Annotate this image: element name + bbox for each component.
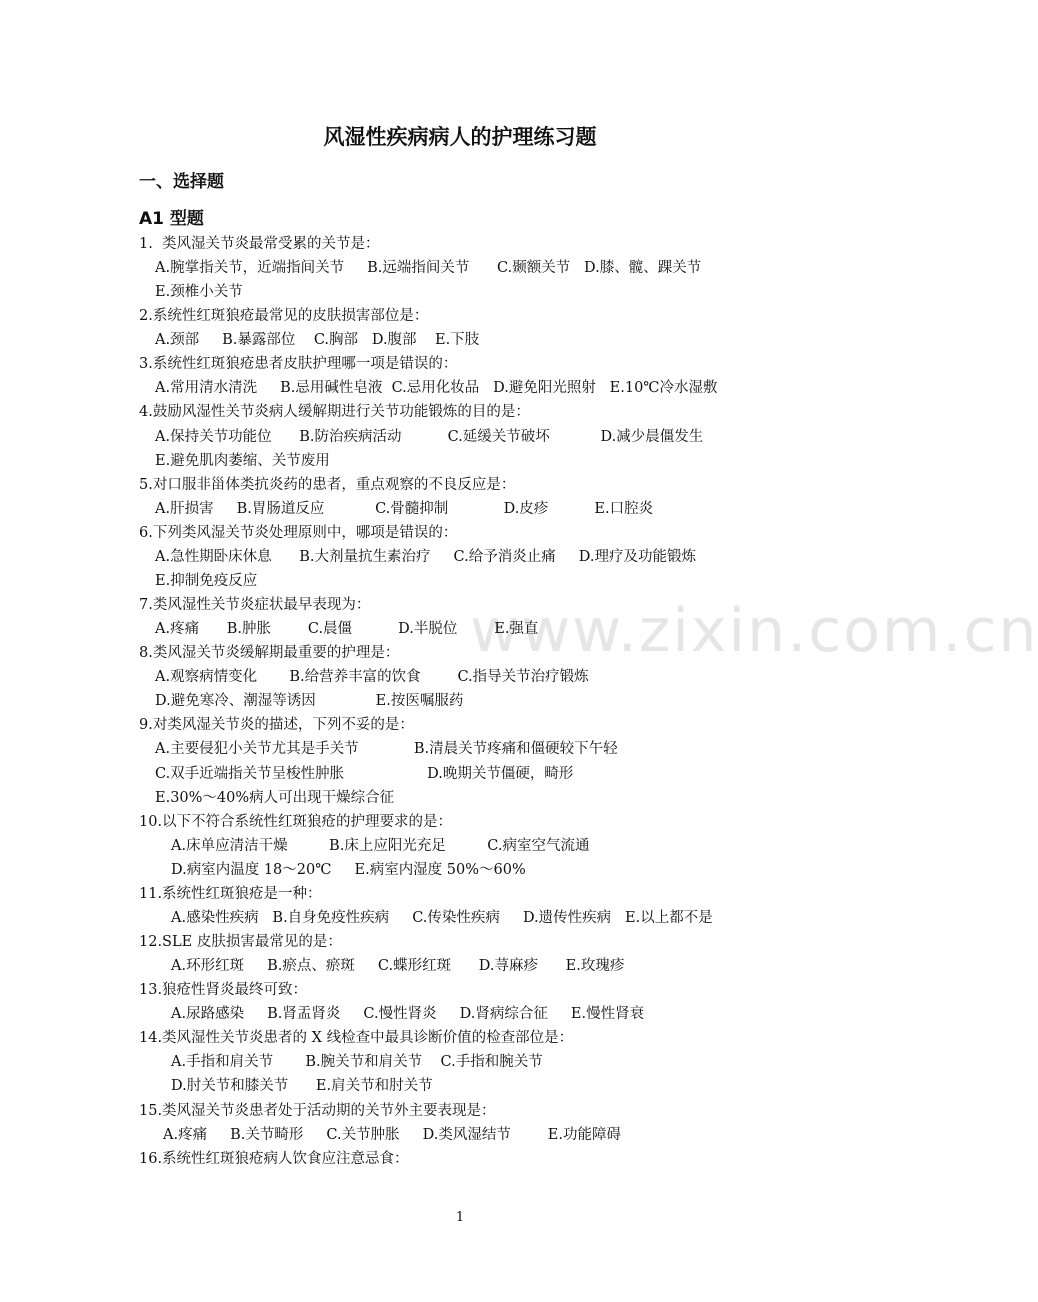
option-line: D.避免寒冷、潮湿等诱因 E.按医嘱服药 [155,693,464,709]
option-line: A.疼痛 B.关节畸形 C.关节肿胀 D.类风湿结节 E.功能障碍 [163,1127,621,1143]
option-line: A.观察病情变化 B.给营养丰富的饮食 C.指导关节治疗锻炼 [155,669,589,685]
option-line: A.床单应清洁干燥 B.床上应阳光充足 C.病室空气流通 [171,838,590,854]
question-line: 6.下列类风湿关节炎处理原则中，哪项是错误的： [139,525,458,541]
option-line: A.手指和肩关节 B.腕关节和肩关节 C.手指和腕关节 [171,1054,543,1070]
question-line: 5.对口服非甾体类抗炎药的患者，重点观察的不良反应是： [139,477,516,493]
option-line: E.抑制免疫反应 [155,573,258,589]
question-line: 15.类风湿关节炎患者处于活动期的关节外主要表现是： [139,1103,496,1119]
question-line: 3.系统性红斑狼疮患者皮肤护理哪一项是错误的： [139,356,458,372]
option-line: A.感染性疾病 B.自身免疫性疾病 C.传染性疾病 D.遗传性疾病 E.以上都不是 [171,910,713,926]
option-line: A.保持关节功能位 B.防治疾病活动 C.延缓关节破坏 D.减少晨僵发生 [155,429,704,445]
option-line: E.避免肌肉萎缩、关节废用 [155,453,330,469]
section-heading: 一、选择题 [139,172,224,192]
question-line: 13.狼疮性肾炎最终可致： [139,982,308,998]
option-line: A.常用清水清洗 B.忌用碱性皂液 C.忌用化妆品 D.避免阳光照射 E.10℃冷水湿敷 [155,380,718,396]
document-title: 风湿性疾病病人的护理练习题 [323,125,597,149]
option-line: E.30%～40%病人可出现干燥综合征 [155,790,395,806]
question-line: 10.以下不符合系统性红斑狼疮的护理要求的是： [139,814,453,830]
option-line: A.腕掌指关节，近端指间关节 B.远端指间关节 C.颞额关节 D.膝、髋、踝关节 [155,260,702,276]
question-line: 4.鼓励风湿性关节炎病人缓解期进行关节功能锻炼的目的是： [139,404,530,420]
option-line: E.颈椎小关节 [155,284,243,300]
option-line: A.尿路感染 B.肾盂肾炎 C.慢性肾炎 D.肾病综合征 E.慢性肾衰 [171,1006,645,1022]
question-line: 7.类风湿性关节炎症状最早表现为： [139,597,371,613]
page-number: 1 [455,1210,465,1225]
option-line: C.双手近端指关节呈梭性肿胀 D.晚期关节僵硬，畸形 [155,766,574,782]
watermark: www.zixin.com.cn [470,596,1038,666]
question-line: 2.系统性红斑狼疮最常见的皮肤损害部位是： [139,308,429,324]
question-line: 9.对类风湿关节炎的描述，下列不妥的是： [139,717,414,733]
subsection-heading: A1 型题 [139,209,204,229]
question-line: 16.系统性红斑狼疮病人饮食应注意忌食： [139,1151,409,1167]
option-line: A.颈部 B.暴露部位 C.胸部 D.腹部 E.下肢 [155,332,480,348]
option-line: A.肝损害 B.胃肠道反应 C.骨髓抑制 D.皮疹 E.口腔炎 [155,501,654,517]
option-line: A.主要侵犯小关节尤其是手关节 B.清晨关节疼痛和僵硬较下午轻 [155,741,618,757]
option-line: D.病室内温度 18～20℃ E.病室内湿度 50%～60% [171,862,526,878]
question-line: 14.类风湿性关节炎患者的 X 线检查中最具诊断价值的检查部位是： [139,1030,574,1046]
question-line: 11.系统性红斑狼疮是一种： [139,886,322,902]
question-line: 1. 类风湿关节炎最常受累的关节是： [139,236,380,252]
option-line: A.环形红斑 B.瘀点、瘀斑 C.蝶形红斑 D.荨麻疹 E.玫瑰疹 [171,958,625,974]
option-line: A.急性期卧床休息 B.大剂量抗生素治疗 C.给予消炎止痛 D.理疗及功能锻炼 [155,549,696,565]
question-line: 8.类风湿关节炎缓解期最重要的护理是： [139,645,400,661]
option-line: A.疼痛 B.肿胀 C.晨僵 D.半脱位 E.强直 [155,621,539,637]
question-line: 12.SLE 皮肤损害最常见的是： [139,934,342,950]
option-line: D.肘关节和膝关节 E.肩关节和肘关节 [171,1078,433,1094]
